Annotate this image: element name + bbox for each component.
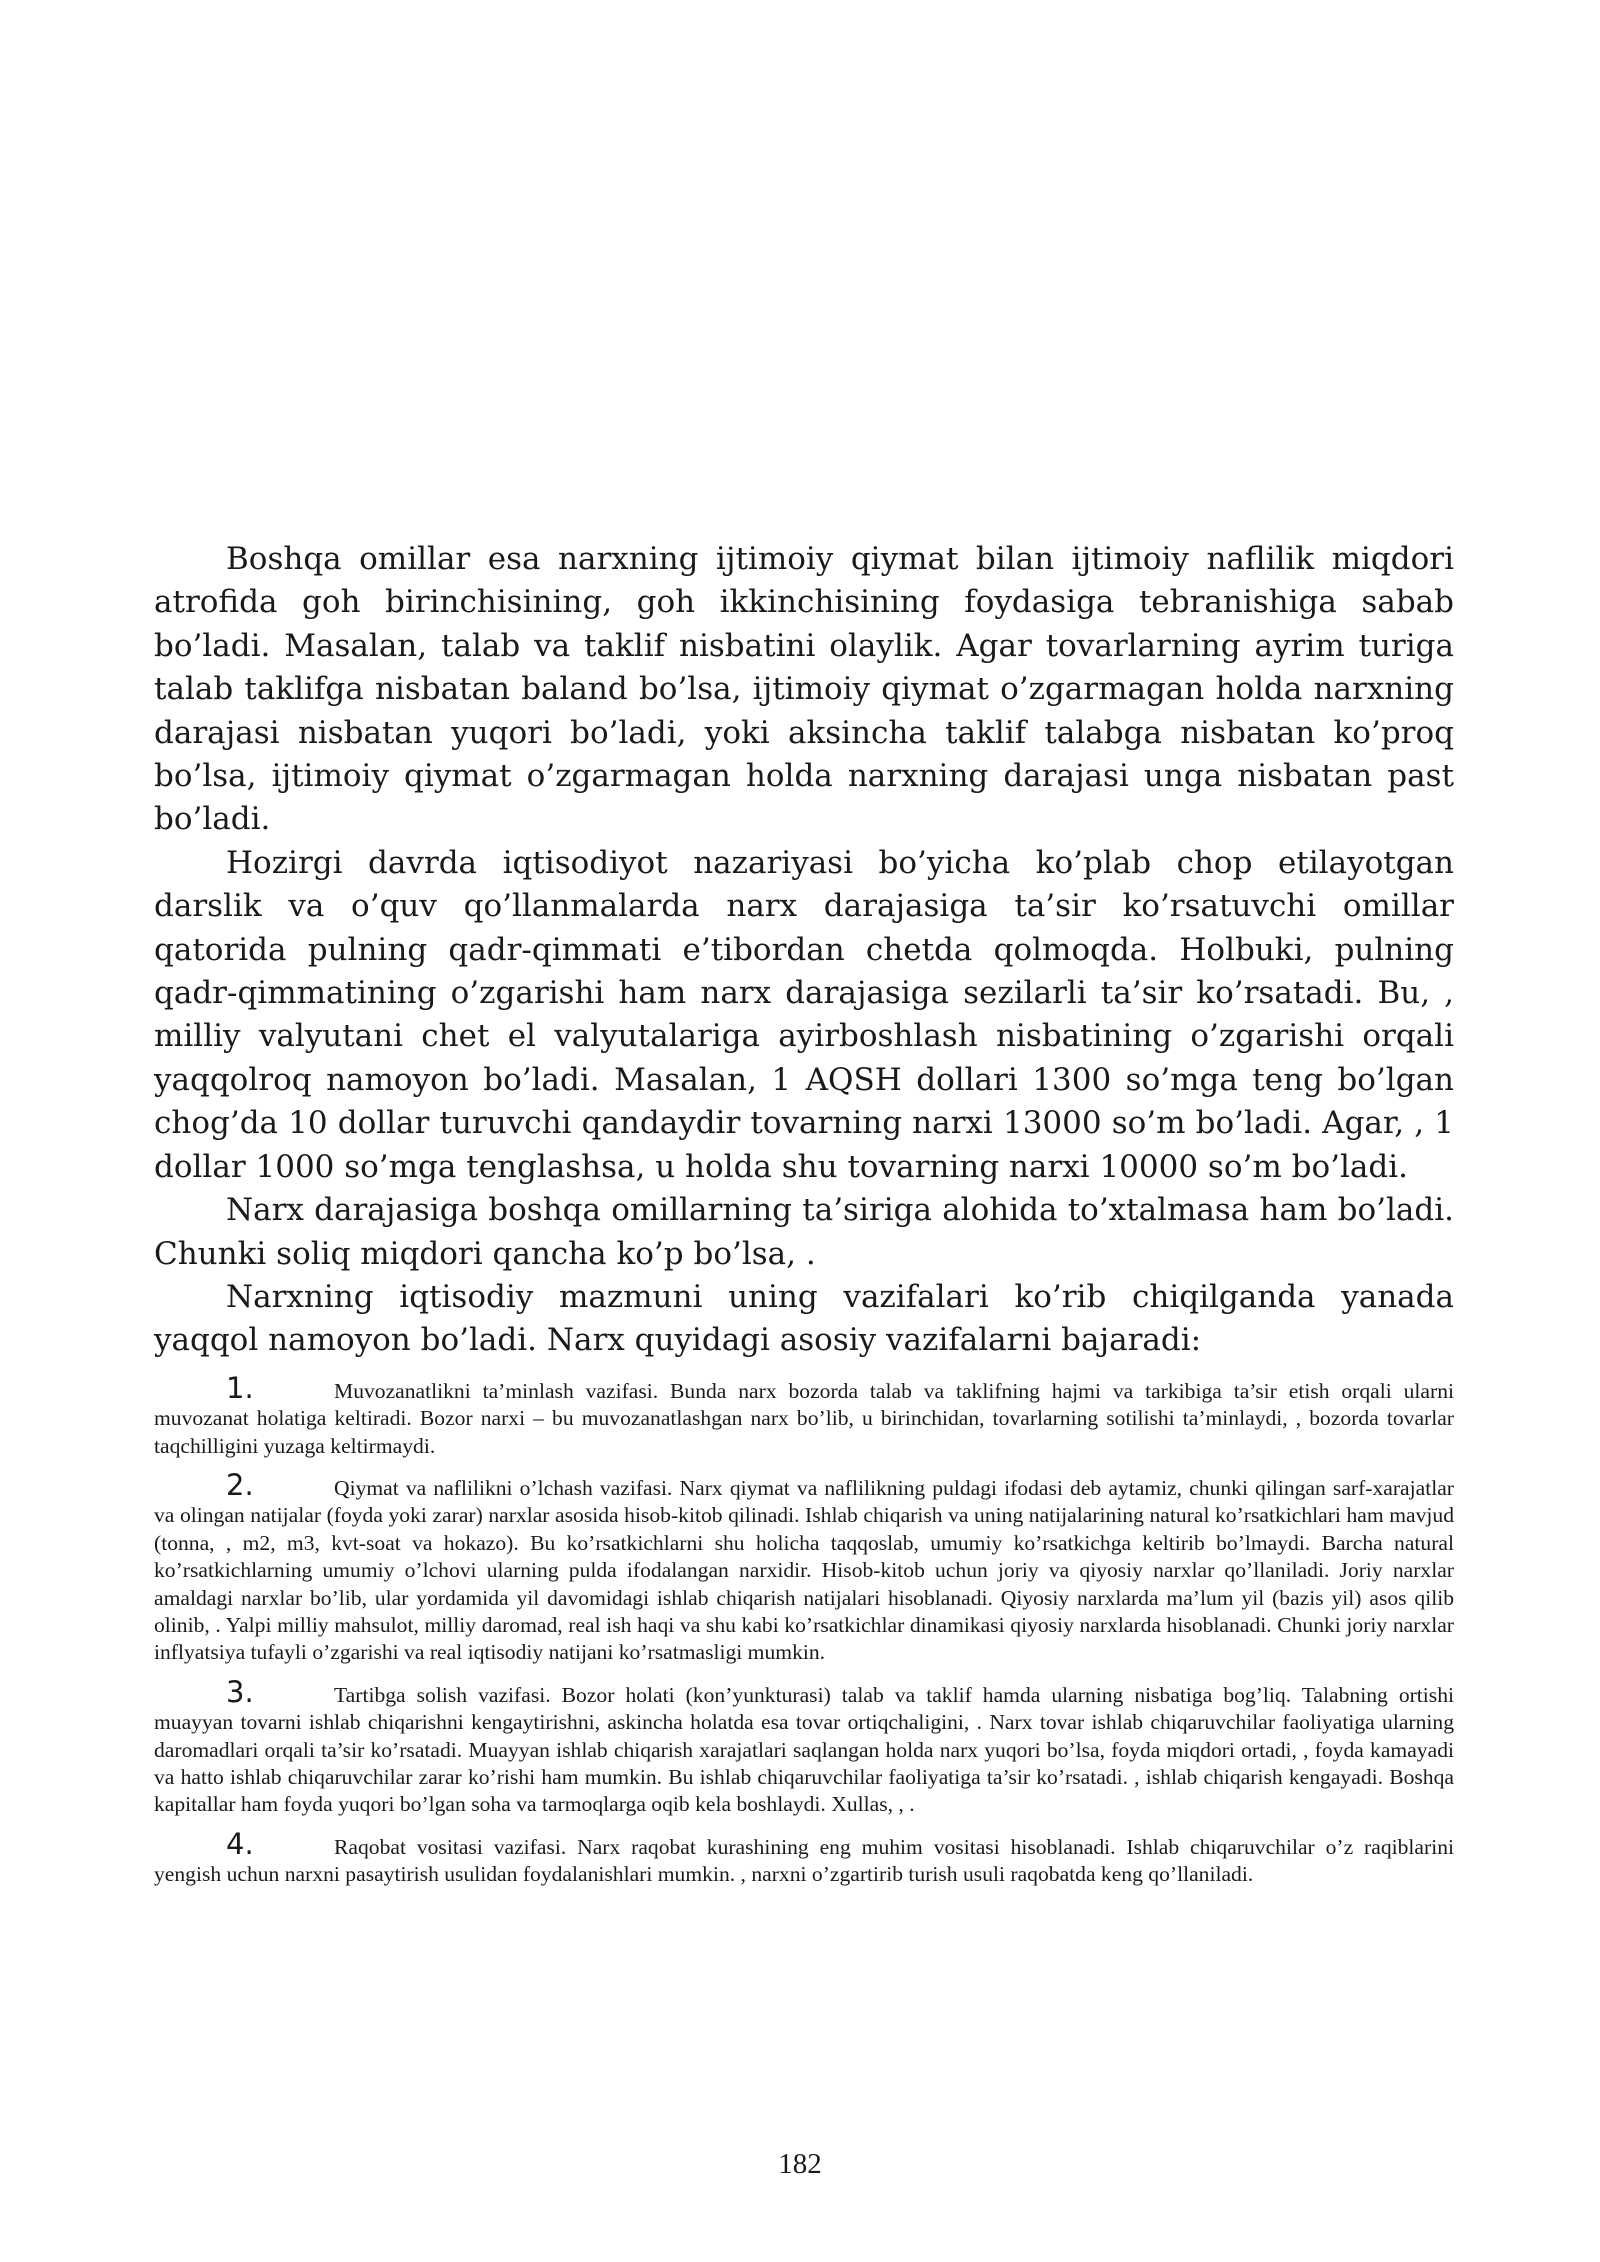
page-number: 182: [778, 2148, 822, 2180]
list-item: [154, 1826, 1454, 1889]
list-item-text: Tartibga solish vazifasi. Bozor holati (kon’yunkturasi) talab va taklif hamda ularning nisbatiga bog’liq. Talabning ortishi muayyan tovarni ishlab chiqarishni kengaytirishni, askincha holatda esa tovar ortiqchaligini, . Narx tovar ishlab chiqaruvchilar faoliyatiga ularning daromadlari orqali ta’sir ko’rsatadi. Muayyan ishlab chiqarish xarajatlari saqlangan holda narx yuqori bo’lsa, foyda miqdori ortadi, , foyda kamayadi va hatto ishlab chiqaruvchilar zarar ko’rishi ham mumkin. Bu ishlab chiqaruvchilar faoliyatiga ta’sir ko’rsatadi. , ishlab chiqarish kengayadi. Boshqa kapitallar ham foyda yuqori bo’lgan soha va tarmoqlarga oqib kela boshlaydi. Xullas, , .: [154, 1682, 1454, 1817]
paragraph: Narx darajasiga boshqa omillarning ta’siriga alohida to’xtalmasa ham bo’ladi. Chunki soliq miqdori qancha ko’p bo’lsa, .: [154, 1192, 1454, 1272]
page-content: [154, 538, 1454, 1901]
list-item: [154, 1674, 1454, 1819]
paragraph: Narxning iqtisodiy mazmuni uning vazifalari ko’rib chiqilganda yanada yaqqol namoyon bo’ladi. Narx quyidagi asosiy vazifalarni bajaradi:: [154, 1278, 1454, 1359]
list-item-number: 2.: [226, 1467, 254, 1502]
list-item-text: Muvozanatlikni ta’minlash vazifasi. Bunda narx bozorda talab va taklifning hajmi va tarkibiga ta’sir etish orqali ularni muvozanat holatiga keltiradi. Bozor narxi – bu muvozanatlashgan narx bo’lib, u birinchidan, tovarlarning sotilishi ta’minlaydi, , bozorda tovarlar taqchilligini yuzaga keltirmaydi.: [154, 1378, 1454, 1458]
list-item: [154, 1467, 1454, 1667]
list-item-number: 4.: [226, 1826, 254, 1861]
paragraph: Hozirgi davrda iqtisodiyot nazariyasi bo’yicha ko’plab chop etilayotgan darslik va o’quv qo’llanmalarda narx darajasiga ta’sir ko’rsatuvchi omillar qatorida pulning qadr-qimmati e’tibordan chetda qolmoqda. Holbuki, pulning qadr-qimmatining o’zgarishi ham narx darajasiga sezilarli ta’sir ko’rsatadi. Bu, , milliy valyutani chet el valyutalariga ayirboshlash nisbatining o’zgarishi orqali yaqqolroq namoyon bo’ladi. Masalan, 1 AQSH dollari 1300 so’mga teng bo’lgan chog’da 10 dollar turuvchi qandaydir tovarning narxi 13000 so’m bo’ladi. Agar, , 1 dollar 1000 so’mga tenglashsa, u holda shu tovarning narxi 10000 so’m bo’ladi.: [154, 844, 1454, 1185]
paragraph: Boshqa omillar esa narxning ijtimoiy qiymat bilan ijtimoiy naflilik miqdori atrofida goh birinchisining, goh ikkinchisining foydasiga tebranishiga sabab bo’ladi. Masalan, talab va taklif nisbatini olaylik. Agar tovarlarning ayrim turiga talab taklifga nisbatan baland bo’lsa, ijtimoiy qiymat o’zgarmagan holda narxning darajasi nisbatan yuqori bo’ladi, yoki aksincha taklif talabga nisbatan ko’proq bo’lsa, ijtimoiy qiymat o’zgarmagan holda narxning darajasi unga nisbatan past bo’ladi.: [154, 541, 1454, 838]
list-item: [154, 1370, 1454, 1460]
list-item-text: Raqobat vositasi vazifasi. Narx raqobat kurashining eng muhim vositasi hisoblanadi. Ishlab chiqaruvchilar o’z raqiblarini yengish uchun narxni pasaytirish usulidan foydalanishlari mumkin. , narxni o’zgartirib turish usuli raqobatda keng qo’llaniladi.: [154, 1834, 1454, 1887]
list-item-number: 3.: [226, 1674, 254, 1709]
list-item-number: 1.: [226, 1370, 254, 1405]
list-item-text: Qiymat va naflilikni o’lchash vazifasi. Narx qiymat va naflilikning puldagi ifodasi deb aytamiz, chunki qilingan sarf-xarajatlar va olingan natijalar (foyda yoki zarar) narxlar asosida hisob-kitob qilinadi. Ishlab chiqarish va uning natijalarining natural ko’rsatkichlari ham mavjud (tonna, , m2, m3, kvt-soat va hokazo). Bu ko’rsatkichlarni shu holicha taqqoslab, umumiy ko’rsatkichga keltirib bo’lmaydi. Barcha natural ko’rsatkichlarning umumiy o’lchovi ularning pulda ifodalangan narxidir. Hisob-kitob uchun joriy va qiyosiy narxlar qo’llaniladi. Joriy narxlar amaldagi narxlar bo’lib, ular yordamida yil davomidagi ishlab chiqarish natijalari hisoblanadi. Qiyosiy narxlarda ma’lum yil (bazis yil) asos qilib olinib, . Yalpi milliy mahsulot, milliy daromad, real ish haqi va shu kabi ko’rsatkichlar dinamikasi qiyosiy narxlarda hisoblanadi. Chunki joriy narxlar inflyatsiya tufayli o’zgarishi va real iqtisodiy natijani ko’rsatmasligi mumkin.: [154, 1475, 1454, 1665]
